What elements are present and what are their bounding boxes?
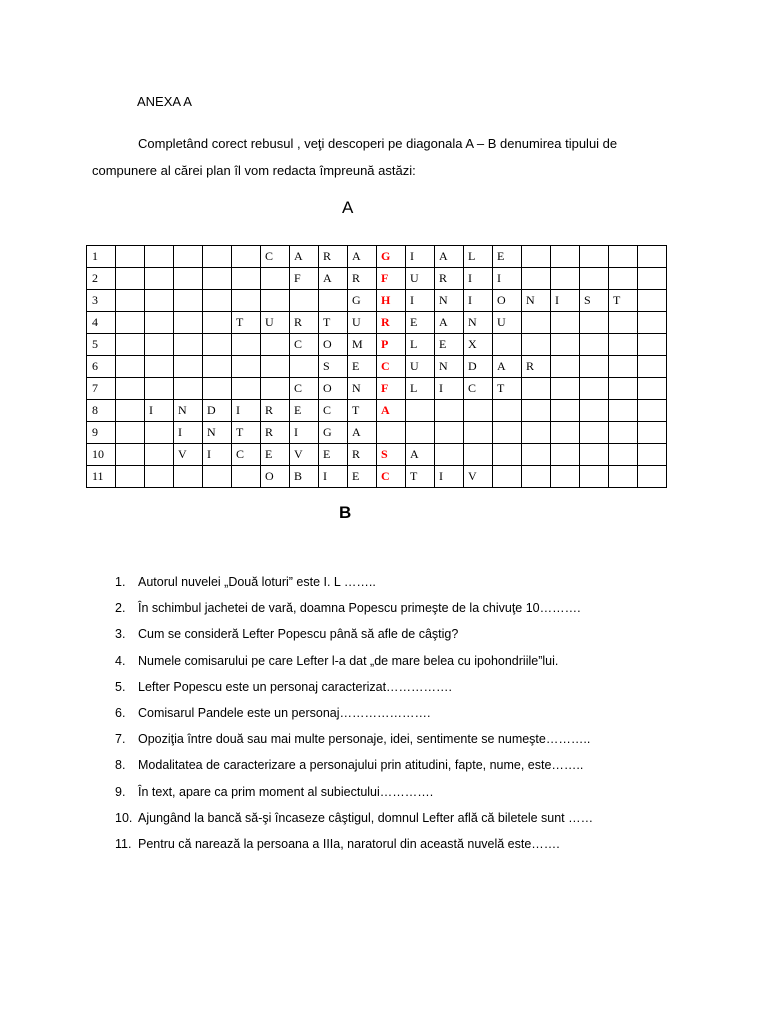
row-number-cell: 11	[87, 466, 116, 488]
question-list	[115, 575, 593, 863]
diagonal-letter-cell: S	[377, 444, 406, 466]
letter-cell: O	[261, 466, 290, 488]
crossword-row	[87, 378, 667, 400]
letter-cell	[232, 466, 261, 488]
letter-cell	[232, 356, 261, 378]
letter-cell	[406, 400, 435, 422]
letter-cell: E	[261, 444, 290, 466]
letter-cell: C	[261, 246, 290, 268]
letter-cell	[580, 466, 609, 488]
letter-cell	[638, 400, 667, 422]
letter-cell	[580, 422, 609, 444]
letter-cell	[116, 422, 145, 444]
row-number-cell: 6	[87, 356, 116, 378]
letter-cell	[203, 334, 232, 356]
question-item	[115, 627, 593, 653]
letter-cell: G	[319, 422, 348, 444]
letter-cell	[522, 466, 551, 488]
letter-cell: C	[319, 400, 348, 422]
letter-cell	[609, 444, 638, 466]
letter-cell: N	[435, 356, 464, 378]
letter-cell	[522, 422, 551, 444]
question-item	[115, 601, 593, 627]
letter-cell	[406, 422, 435, 444]
letter-cell: R	[261, 422, 290, 444]
letter-cell	[551, 444, 580, 466]
letter-cell	[232, 334, 261, 356]
question-text: Modalitatea de caracterizare a personajului prin atitudini, fapte, nume, este……..	[138, 758, 584, 773]
letter-cell	[580, 356, 609, 378]
letter-cell	[638, 290, 667, 312]
letter-cell	[145, 246, 174, 268]
letter-cell: L	[406, 334, 435, 356]
letter-cell: M	[348, 334, 377, 356]
intro-line-2: compunere al cărei plan îl vom redacta împreună astăzi:	[92, 163, 416, 178]
letter-cell	[203, 246, 232, 268]
question-text: Cum se consideră Lefter Popescu până să afle de câştig?	[138, 627, 459, 642]
letter-cell	[435, 444, 464, 466]
letter-cell: N	[203, 422, 232, 444]
letter-cell: N	[522, 290, 551, 312]
diagonal-letter-cell: R	[377, 312, 406, 334]
letter-cell	[638, 378, 667, 400]
letter-cell: D	[203, 400, 232, 422]
letter-cell: G	[348, 290, 377, 312]
diagonal-letter-cell: H	[377, 290, 406, 312]
letter-cell	[203, 268, 232, 290]
letter-cell: E	[348, 466, 377, 488]
question-item	[115, 706, 593, 732]
letter-cell	[493, 422, 522, 444]
letter-cell	[580, 246, 609, 268]
question-item	[115, 732, 593, 758]
letter-cell	[145, 334, 174, 356]
letter-cell	[174, 246, 203, 268]
letter-cell: L	[464, 246, 493, 268]
letter-cell	[522, 246, 551, 268]
letter-cell: R	[348, 268, 377, 290]
row-number-cell: 4	[87, 312, 116, 334]
intro-line-1: Completând corect rebusul , veţi descoperi pe diagonala A – B denumirea tipului de	[138, 136, 618, 151]
letter-cell: B	[290, 466, 319, 488]
question-number: 9.	[115, 784, 126, 799]
letter-cell: R	[348, 444, 377, 466]
letter-cell: S	[319, 356, 348, 378]
crossword-row	[87, 356, 667, 378]
letter-cell	[203, 290, 232, 312]
letter-cell: A	[435, 246, 464, 268]
letter-cell	[145, 312, 174, 334]
letter-cell	[145, 290, 174, 312]
crossword-row	[87, 444, 667, 466]
question-text: Autorul nuvelei „Două loturi” este I. L ……..	[138, 575, 376, 589]
letter-cell: C	[464, 378, 493, 400]
letter-cell	[145, 378, 174, 400]
letter-cell	[261, 290, 290, 312]
question-item	[115, 837, 593, 863]
letter-cell	[290, 356, 319, 378]
letter-cell: D	[464, 356, 493, 378]
letter-cell: N	[174, 400, 203, 422]
question-number: 10.	[115, 810, 133, 825]
letter-cell: E	[406, 312, 435, 334]
letter-cell	[435, 422, 464, 444]
letter-cell	[551, 356, 580, 378]
question-number: 7.	[115, 732, 126, 747]
letter-cell	[145, 422, 174, 444]
letter-cell	[116, 334, 145, 356]
letter-cell: T	[493, 378, 522, 400]
letter-cell	[116, 400, 145, 422]
letter-cell	[609, 422, 638, 444]
letter-cell: V	[174, 444, 203, 466]
letter-cell	[522, 444, 551, 466]
letter-cell	[261, 378, 290, 400]
letter-cell: R	[435, 268, 464, 290]
question-number: 5.	[115, 679, 126, 694]
letter-cell	[116, 378, 145, 400]
letter-cell	[145, 466, 174, 488]
letter-cell	[435, 400, 464, 422]
letter-cell: R	[290, 312, 319, 334]
row-number-cell: 5	[87, 334, 116, 356]
crossword-row	[87, 422, 667, 444]
letter-cell: F	[290, 268, 319, 290]
diagonal-letter-cell	[377, 422, 406, 444]
question-item	[115, 758, 593, 784]
letter-cell: U	[348, 312, 377, 334]
diagonal-letter-cell: C	[377, 356, 406, 378]
letter-cell	[638, 334, 667, 356]
letter-cell	[464, 422, 493, 444]
letter-cell: I	[203, 444, 232, 466]
question-number: 3.	[115, 627, 126, 642]
letter-cell: E	[493, 246, 522, 268]
question-text: Opoziţia între două sau mai multe personaje, idei, sentimente se numeşte………..	[138, 732, 591, 747]
letter-cell: X	[464, 334, 493, 356]
letter-cell: L	[406, 378, 435, 400]
letter-cell: U	[493, 312, 522, 334]
question-item	[115, 785, 593, 811]
letter-cell	[522, 268, 551, 290]
question-number: 8.	[115, 758, 126, 773]
letter-cell: U	[261, 312, 290, 334]
letter-cell	[609, 312, 638, 334]
letter-cell: A	[435, 312, 464, 334]
diagonal-letter-cell: F	[377, 268, 406, 290]
letter-cell	[609, 400, 638, 422]
letter-cell	[493, 400, 522, 422]
letter-cell: C	[290, 378, 319, 400]
letter-cell	[203, 312, 232, 334]
letter-cell	[116, 268, 145, 290]
crossword-row	[87, 268, 667, 290]
letter-cell	[609, 378, 638, 400]
letter-cell	[638, 466, 667, 488]
letter-cell	[174, 290, 203, 312]
crossword-row	[87, 312, 667, 334]
letter-cell: C	[232, 444, 261, 466]
letter-cell: I	[290, 422, 319, 444]
question-number: 4.	[115, 653, 126, 668]
letter-cell	[522, 312, 551, 334]
letter-cell	[116, 466, 145, 488]
letter-cell: I	[493, 268, 522, 290]
crossword-row	[87, 334, 667, 356]
letter-cell	[232, 290, 261, 312]
letter-cell	[145, 268, 174, 290]
letter-cell	[145, 444, 174, 466]
letter-cell	[522, 334, 551, 356]
question-text: În schimbul jachetei de vară, doamna Popescu primeşte de la chivuţe 10……….	[138, 601, 581, 616]
letter-cell: V	[464, 466, 493, 488]
letter-cell	[551, 422, 580, 444]
letter-cell	[493, 334, 522, 356]
letter-cell	[551, 400, 580, 422]
letter-cell: I	[464, 290, 493, 312]
row-number-cell: 2	[87, 268, 116, 290]
letter-cell	[580, 334, 609, 356]
letter-cell: E	[290, 400, 319, 422]
letter-cell: R	[261, 400, 290, 422]
letter-cell	[261, 334, 290, 356]
question-text: Ajungând la bancă să-şi încaseze câştigul, domnul Lefter află că biletele sunt ……	[138, 810, 594, 825]
letter-cell	[174, 356, 203, 378]
letter-cell	[145, 356, 174, 378]
letter-cell: O	[319, 378, 348, 400]
letter-cell	[580, 312, 609, 334]
letter-cell	[580, 268, 609, 290]
letter-cell: A	[493, 356, 522, 378]
letter-cell	[638, 312, 667, 334]
letter-cell	[116, 312, 145, 334]
letter-cell	[551, 334, 580, 356]
crossword-grid	[86, 245, 667, 488]
letter-cell: A	[406, 444, 435, 466]
letter-cell	[232, 378, 261, 400]
diagonal-letter-cell: A	[377, 400, 406, 422]
row-number-cell: 3	[87, 290, 116, 312]
question-text: Comisarul Pandele este un personaj………………….	[138, 705, 431, 720]
crossword-row	[87, 466, 667, 488]
letter-cell	[174, 466, 203, 488]
letter-cell: E	[348, 356, 377, 378]
letter-cell: U	[406, 268, 435, 290]
row-number-cell: 9	[87, 422, 116, 444]
diagonal-label-a: A	[342, 198, 354, 217]
letter-cell	[609, 268, 638, 290]
letter-cell	[290, 290, 319, 312]
letter-cell: I	[406, 290, 435, 312]
letter-cell	[116, 290, 145, 312]
letter-cell	[174, 312, 203, 334]
crossword-row	[87, 246, 667, 268]
question-number: 1.	[115, 575, 126, 589]
letter-cell	[551, 312, 580, 334]
letter-cell	[261, 268, 290, 290]
letter-cell	[203, 356, 232, 378]
letter-cell: A	[348, 422, 377, 444]
letter-cell	[464, 400, 493, 422]
crossword-row	[87, 400, 667, 422]
letter-cell	[203, 378, 232, 400]
question-item	[115, 680, 593, 706]
letter-cell: N	[435, 290, 464, 312]
letter-cell	[319, 290, 348, 312]
letter-cell: A	[348, 246, 377, 268]
letter-cell: I	[464, 268, 493, 290]
question-number: 6.	[115, 705, 126, 720]
letter-cell	[116, 356, 145, 378]
letter-cell: T	[232, 422, 261, 444]
letter-cell	[638, 422, 667, 444]
letter-cell: I	[435, 378, 464, 400]
letter-cell: U	[406, 356, 435, 378]
letter-cell	[551, 378, 580, 400]
letter-cell: I	[406, 246, 435, 268]
letter-cell	[203, 466, 232, 488]
letter-cell: N	[348, 378, 377, 400]
letter-cell: O	[319, 334, 348, 356]
letter-cell	[580, 378, 609, 400]
question-text: Numele comisarului pe care Lefter l-a dat „de mare belea cu ipohondriile”lui.	[138, 653, 559, 668]
letter-cell: R	[319, 246, 348, 268]
letter-cell: I	[435, 466, 464, 488]
letter-cell: R	[522, 356, 551, 378]
letter-cell	[174, 378, 203, 400]
letter-cell: I	[232, 400, 261, 422]
letter-cell	[580, 400, 609, 422]
letter-cell	[232, 246, 261, 268]
letter-cell	[261, 356, 290, 378]
letter-cell	[464, 444, 493, 466]
question-item	[115, 575, 593, 601]
question-item	[115, 811, 593, 837]
letter-cell: S	[580, 290, 609, 312]
diagonal-letter-cell: F	[377, 378, 406, 400]
intro-paragraph	[92, 130, 652, 184]
letter-cell: O	[493, 290, 522, 312]
letter-cell: T	[319, 312, 348, 334]
question-text: Pentru că narează la persoana a IIIa, naratorul din această nuvelă este…….	[138, 836, 560, 851]
letter-cell: A	[290, 246, 319, 268]
letter-cell	[522, 400, 551, 422]
diagonal-label-b: B	[339, 503, 352, 522]
crossword-row	[87, 290, 667, 312]
letter-cell: E	[319, 444, 348, 466]
letter-cell	[493, 444, 522, 466]
letter-cell	[609, 356, 638, 378]
letter-cell: A	[319, 268, 348, 290]
row-number-cell: 1	[87, 246, 116, 268]
letter-cell: T	[406, 466, 435, 488]
row-number-cell: 8	[87, 400, 116, 422]
letter-cell	[638, 356, 667, 378]
question-text: În text, apare ca prim moment al subiectului………….	[138, 784, 434, 799]
letter-cell: T	[232, 312, 261, 334]
letter-cell: V	[290, 444, 319, 466]
letter-cell: T	[348, 400, 377, 422]
question-item	[115, 654, 593, 680]
question-number: 11.	[115, 836, 132, 851]
letter-cell	[522, 378, 551, 400]
letter-cell	[609, 466, 638, 488]
letter-cell: I	[174, 422, 203, 444]
letter-cell: N	[464, 312, 493, 334]
letter-cell: T	[609, 290, 638, 312]
letter-cell	[232, 268, 261, 290]
letter-cell	[551, 466, 580, 488]
row-number-cell: 7	[87, 378, 116, 400]
letter-cell	[638, 246, 667, 268]
page-heading: ANEXA A	[137, 94, 192, 109]
letter-cell	[580, 444, 609, 466]
letter-cell	[174, 334, 203, 356]
letter-cell	[493, 466, 522, 488]
letter-cell	[116, 246, 145, 268]
letter-cell	[638, 444, 667, 466]
letter-cell	[551, 268, 580, 290]
diagonal-letter-cell: P	[377, 334, 406, 356]
letter-cell: I	[319, 466, 348, 488]
letter-cell: I	[551, 290, 580, 312]
letter-cell	[551, 246, 580, 268]
letter-cell	[116, 444, 145, 466]
letter-cell	[609, 246, 638, 268]
diagonal-letter-cell: G	[377, 246, 406, 268]
letter-cell: C	[290, 334, 319, 356]
letter-cell	[174, 268, 203, 290]
letter-cell: E	[435, 334, 464, 356]
letter-cell: I	[145, 400, 174, 422]
row-number-cell: 10	[87, 444, 116, 466]
letter-cell	[609, 334, 638, 356]
diagonal-letter-cell: C	[377, 466, 406, 488]
letter-cell	[638, 268, 667, 290]
question-number: 2.	[115, 601, 126, 616]
question-text: Lefter Popescu este un personaj caracterizat…………….	[138, 679, 453, 694]
